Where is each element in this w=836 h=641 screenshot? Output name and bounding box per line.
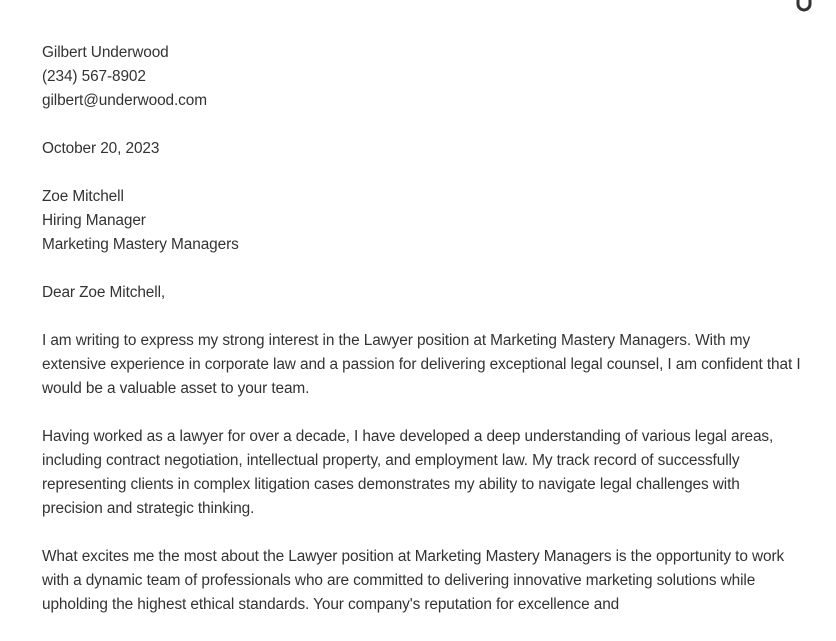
date-block <box>42 137 812 161</box>
sender-email: gilbert@underwood.com <box>42 92 207 109</box>
sender-block <box>42 41 812 113</box>
partial-corner-icon[interactable] <box>795 0 813 14</box>
salutation: Dear Zoe Mitchell, <box>42 284 166 301</box>
sender-name: Gilbert Underwood <box>42 44 169 61</box>
sender-phone: (234) 567-8902 <box>42 68 146 85</box>
letter-date: October 20, 2023 <box>42 140 160 157</box>
salutation-block <box>42 281 812 305</box>
cover-letter-document <box>42 41 812 641</box>
body-paragraph-3: What excites me the most about the Lawyer position at Marketing Mastery Managers is the opportunity to work with a dynamic team of professionals who are committed to delivering innovative marketing solutions while upholding the highest ethical standards. Your company's reputation for excellence and <box>42 548 785 613</box>
recipient-company: Marketing Mastery Managers <box>42 236 239 253</box>
body-paragraph-2: Having worked as a lawyer for over a decade, I have developed a deep understanding of various legal areas, including contract negotiation, intellectual property, and employment law. My track record of successfully representing clients in complex litigation cases demonstrates my ability to navigate legal challenges with precision and strategic thinking. <box>42 428 774 517</box>
recipient-block <box>42 185 812 257</box>
recipient-name: Zoe Mitchell <box>42 188 124 205</box>
recipient-title: Hiring Manager <box>42 212 146 229</box>
body-paragraph-1: I am writing to express my strong interest in the Lawyer position at Marketing Mastery Managers. With my extensive experience in corporate law and a passion for delivering exceptional legal counsel, I am confident that I would be a valuable asset to your team. <box>42 332 801 397</box>
